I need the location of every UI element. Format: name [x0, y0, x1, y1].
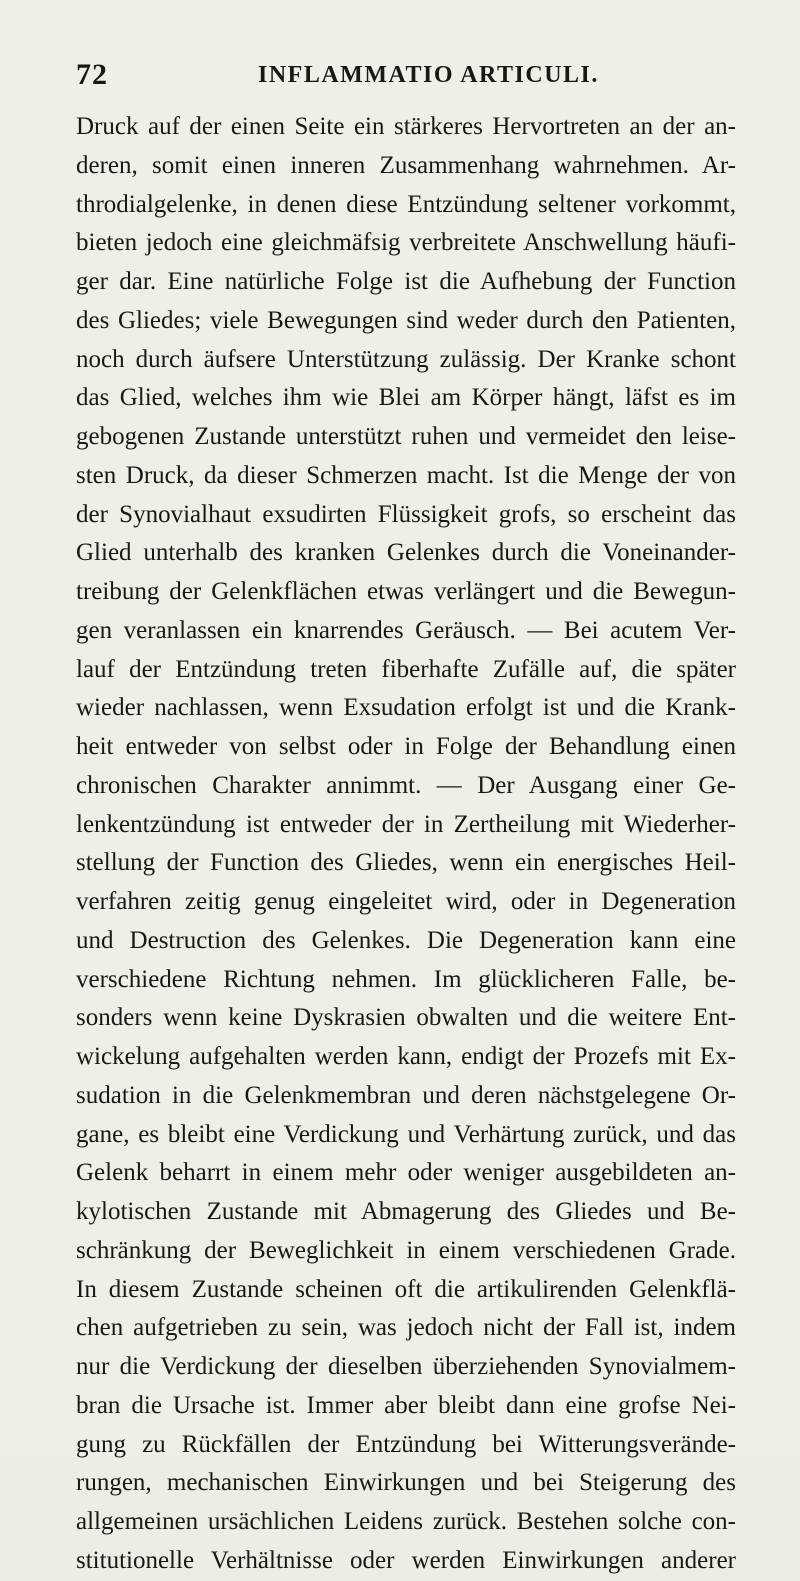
text-line: Gelenk beharrt in einem mehr oder weniger ausgebildeten an-	[76, 1159, 736, 1187]
text-line: Glied unterhalb des kranken Gelenkes durch die Voneinander-	[76, 539, 736, 567]
text-line: In diesem Zustande scheinen oft die artikulirenden Gelenkflä-	[76, 1275, 736, 1303]
text-line: treibung der Gelenkflächen etwas verlängert und die Bewegun-	[76, 578, 736, 605]
text-line: chen aufgetrieben zu sein, was jedoch nicht der Fall ist, indem	[76, 1314, 736, 1342]
text-line: sudation in die Gelenkmembran und deren nächstgelegene Or-	[76, 1081, 736, 1109]
text-line: das Glied, welches ihm wie Blei am Körper hängt, läfst es im	[76, 384, 736, 412]
text-line: stitutionelle Verhältnisse oder werden Einwirkungen anderer	[76, 1546, 736, 1574]
text-line: sten Druck, da dieser Schmerzen macht. Ist die Menge der von	[76, 461, 736, 489]
text-line: Druck auf der einen Seite ein stärkeres Hervortreten an der an-	[76, 113, 736, 140]
text-line: schränkung der Beweglichkeit in einem verschiedenen Grade.	[76, 1236, 736, 1264]
text-line: ger dar. Eine natürliche Folge ist die Aufhebung der Function	[76, 268, 736, 295]
page-number: 72	[76, 58, 108, 91]
text-line: lenkentzündung ist entweder der in Zertheilung mit Wiederher-	[76, 810, 736, 838]
text-line: rungen, mechanischen Einwirkungen und bei Steigerung des	[76, 1469, 736, 1497]
text-line: des Gliedes; viele Bewegungen sind weder durch den Patienten,	[76, 306, 736, 334]
text-line: sonders wenn keine Dyskrasien obwalten und die weitere Ent-	[76, 1004, 736, 1032]
text-line: wickelung aufgehalten werden kann, endigt der Prozefs mit Ex-	[76, 1043, 736, 1070]
text-line: nur die Verdickung der dieselben überziehenden Synovialmem-	[76, 1353, 736, 1380]
text-line: allgemeinen ursächlichen Leidens zurück. Bestehen solche con-	[76, 1508, 736, 1535]
text-line: verschiedene Richtung nehmen. Im glücklicheren Falle, be-	[76, 965, 736, 993]
text-line: chronischen Charakter annimmt. — Der Ausgang einer Ge-	[76, 771, 736, 799]
text-line: heit entweder von selbst oder in Folge der Behandlung einen	[76, 733, 736, 760]
text-line: gung zu Rückfällen der Entzündung bei Witterungsverände-	[76, 1430, 736, 1458]
text-line: der Synovialhaut exsudirten Flüssigkeit grofs, so erscheint das	[76, 500, 736, 528]
text-line: bran die Ursache ist. Immer aber bleibt dann eine grofse Nei-	[76, 1391, 736, 1419]
text-line: deren, somit einen inneren Zusammenhang wahrnehmen. Ar-	[76, 151, 736, 179]
text-line: throdialgelenke, in denen diese Entzündung seltener vorkommt,	[76, 190, 736, 218]
running-head: INFLAMMATIO ARTICULI.	[258, 62, 599, 88]
page-header	[76, 58, 736, 98]
text-line: bieten jedoch eine gleichmäfsig verbreitete Anschwellung häufi-	[76, 229, 736, 257]
body-text	[76, 108, 736, 1581]
text-line: gane, es bleibt eine Verdickung und Verhärtung zurück, und das	[76, 1120, 736, 1148]
text-line: lauf der Entzündung treten fiberhafte Zufälle auf, die später	[76, 655, 736, 683]
text-line: wieder nachlassen, wenn Exsudation erfolgt ist und die Krank-	[76, 694, 736, 722]
text-line: gebogenen Zustande unterstützt ruhen und vermeidet den leise-	[76, 423, 736, 450]
text-line: verfahren zeitig genug eingeleitet wird, oder in Degeneration	[76, 888, 736, 915]
text-line: kylotischen Zustande mit Abmagerung des Gliedes und Be-	[76, 1198, 736, 1225]
text-line: stellung der Function des Gliedes, wenn ein energisches Heil-	[76, 849, 736, 877]
text-line: noch durch äufsere Unterstützung zulässig. Der Kranke schont	[76, 345, 736, 373]
text-line: gen veranlassen ein knarrendes Geräusch. — Bei acutem Ver-	[76, 616, 736, 644]
text-line: und Destruction des Gelenkes. Die Degeneration kann eine	[76, 926, 736, 954]
